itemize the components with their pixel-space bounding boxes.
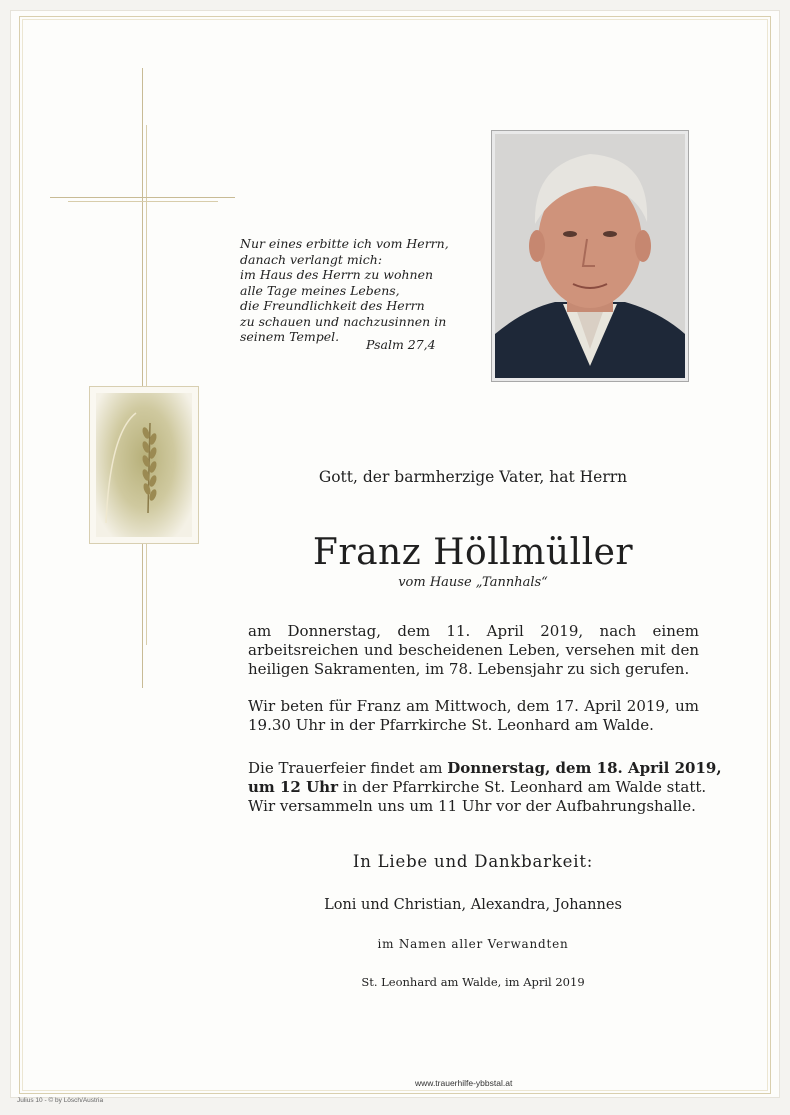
deceased-name: Franz Höllmüller	[312, 532, 634, 573]
intro-text: Gott, der barmherzige Vater, hat Herrn	[318, 468, 628, 486]
psalm-line: danach verlangt mich:	[240, 251, 383, 267]
psalm-line: seinem Tempel.	[240, 329, 340, 344]
funeral-date: Donnerstag, dem 18. April 2019,	[447, 759, 722, 777]
psalm-line: die Freundlichkeit des Herrn	[240, 298, 425, 313]
psalm-line: zu schauen und nachzusinnen in	[240, 313, 447, 329]
psalm-quote	[240, 236, 449, 345]
house-name: vom Hause „Tannhals“	[398, 575, 548, 590]
psalm-line: Nur eines erbitte ich vom Herrn,	[240, 236, 449, 251]
funeral-time: um 12 Uhr	[248, 778, 338, 796]
wheat-image	[89, 386, 199, 544]
prayer-paragraph: Wir beten für Franz am Mittwoch, dem 17. April 2019, um 19.30 Uhr in der Pfarrkirche St. Leonhard am Walde.	[248, 697, 699, 734]
psalm-line: im Haus des Herrn zu wohnen	[240, 267, 434, 282]
website-link[interactable]: www.trauerhilfe-ybbstal.at	[415, 1078, 513, 1088]
funeral-text: Die Trauerfeier findet am	[248, 759, 448, 777]
gathering-text: Wir versammeln uns um 11 Uhr vor der Aufbahrungshalle.	[248, 797, 696, 815]
funeral-paragraph	[248, 759, 722, 816]
footer-credit: Julius 10 - © by Lösch/Austria	[17, 1097, 104, 1104]
family-names: Loni und Christian, Alexandra, Johannes	[324, 897, 622, 913]
psalm-line: alle Tage meines Lebens,	[240, 282, 400, 298]
closing-heading: In Liebe und Dankbarkeit:	[352, 852, 594, 871]
death-paragraph: am Donnerstag, dem 11. April 2019, nach einem arbeitsreichen und bescheidenen Leben, versehen mit den heiligen Sakramenten, im 78. Lebensjahr zu sich gerufen.	[248, 622, 699, 678]
psalm-reference: Psalm 27,4	[366, 337, 436, 352]
place-date: St. Leonhard am Walde, im April 2019	[361, 975, 585, 989]
portrait-photo	[491, 130, 689, 382]
relatives-text: im Namen aller Verwandten	[377, 937, 569, 951]
funeral-location: in der Pfarrkirche St. Leonhard am Walde statt.	[338, 778, 707, 796]
